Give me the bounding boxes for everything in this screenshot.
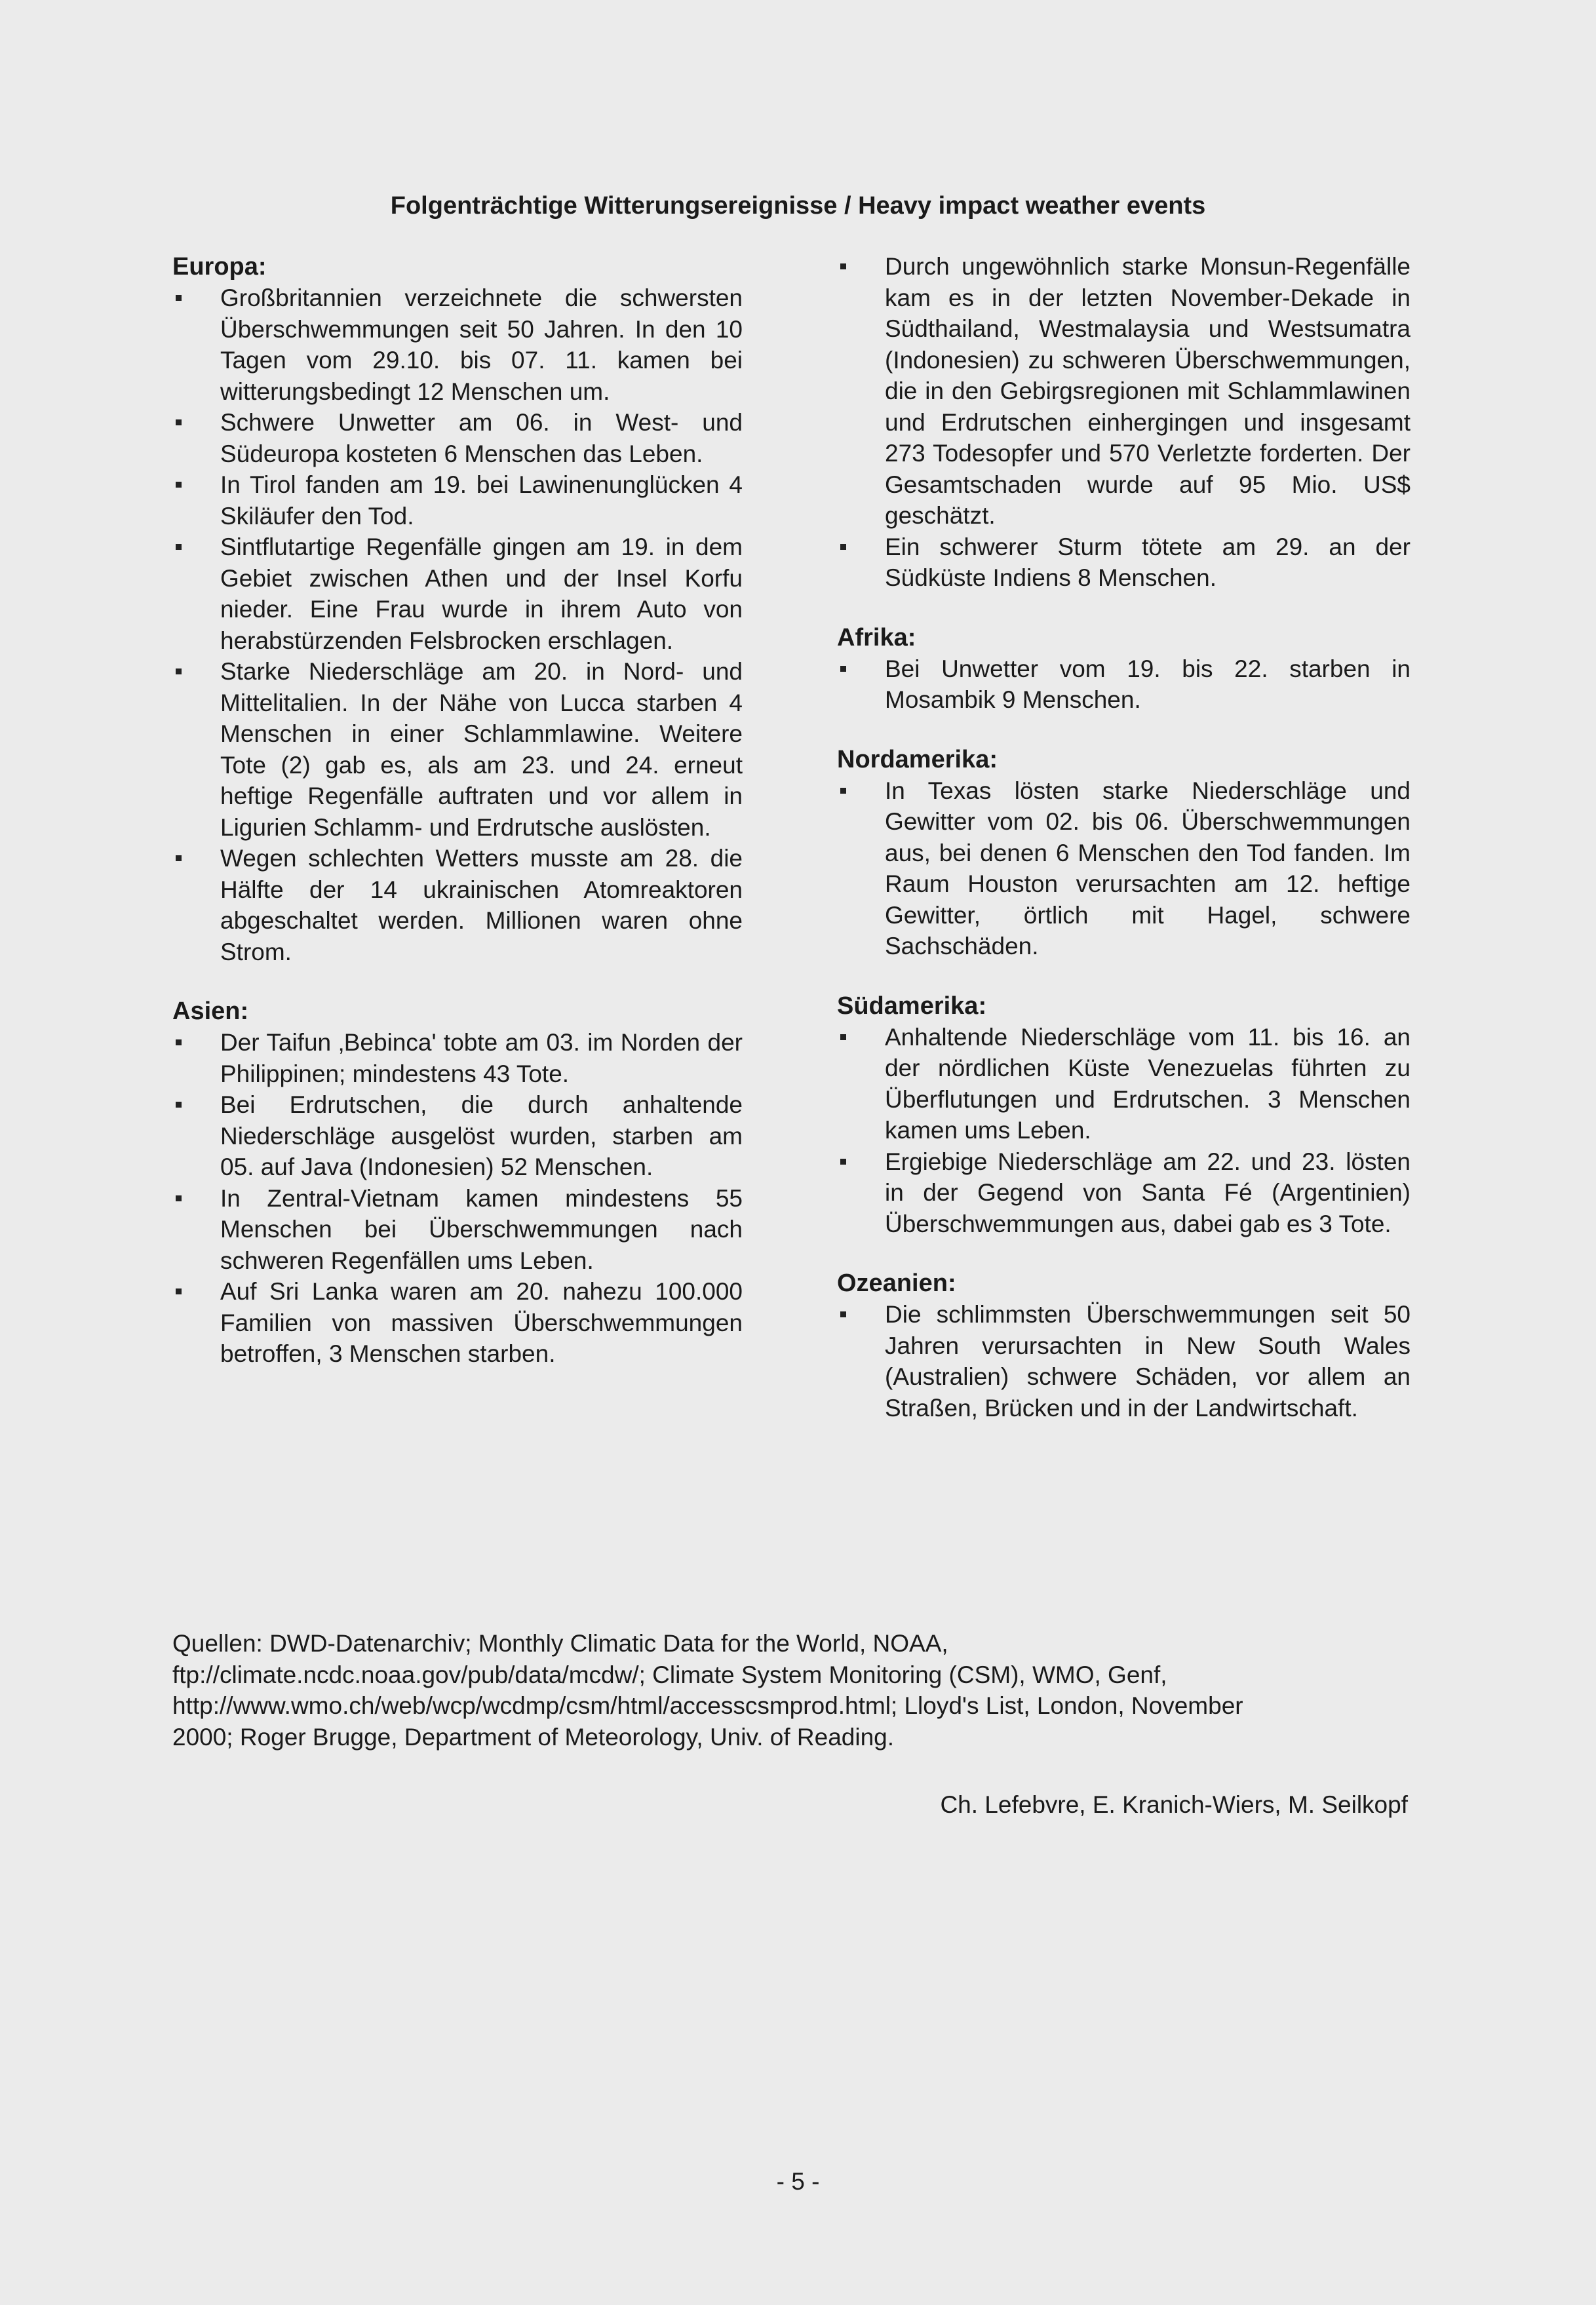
event-text: Wegen schlechten Wetters musste am 28. die Hälfte der 14 ukrainischen Atomreaktoren abgeschaltet werden. Millionen waren ohne Strom. <box>220 845 743 965</box>
event-text: Großbritannien verzeichnete die schwersten Überschwemmungen seit 50 Jahren. In den 10 Tagen vom 29.10. bis 07. 11. kamen bei witterungsbedingt 12 Menschen um. <box>220 284 743 405</box>
event-text: Starke Niederschläge am 20. in Nord- und Mittelitalien. In der Nähe von Lucca starben 4 Menschen in einer Schlammlawine. Weitere Tote (2) gab es, als am 23. und 24. erneut heftige Regenfälle auftraten und vor allem in Ligurien Schlamm- und Erdrutsche auslösten. <box>220 658 743 841</box>
bullet-icon <box>176 1288 182 1294</box>
bullet-icon <box>176 1102 182 1108</box>
event-item <box>172 656 743 843</box>
event-text: Bei Erdrutschen, die durch anhaltende Niederschläge ausgelöst wurden, starben am 05. auf Java (Indonesien) 52 Menschen. <box>220 1091 743 1180</box>
page-title: Folgenträchtige Witterungsereignisse / Heavy impact weather events <box>390 192 1206 220</box>
event-list <box>837 775 1411 962</box>
region-heading: Europa: <box>172 253 267 281</box>
event-item <box>837 775 1411 962</box>
region-section <box>837 744 1411 962</box>
authors: Ch. Lefebvre, E. Kranich-Wiers, M. Seilkopf <box>940 1791 1408 1818</box>
event-item <box>172 1276 743 1370</box>
event-item <box>172 843 743 967</box>
event-text: Auf Sri Lanka waren am 20. nahezu 100.000 Familien von massiven Überschwemmungen betroffen, 3 Menschen starben. <box>220 1278 743 1367</box>
bullet-icon <box>840 666 846 672</box>
event-text: Die schlimmsten Überschwemmungen seit 50 Jahren verursachten in New South Wales (Australien) schwere Schäden, vor allem an Straßen, Brücken und in der Landwirtschaft. <box>885 1301 1411 1422</box>
region-heading: Südamerika: <box>837 992 987 1020</box>
region-section <box>172 996 743 1370</box>
page-number: - 5 - <box>776 2168 820 2195</box>
event-list <box>837 251 1411 594</box>
event-item <box>172 282 743 407</box>
event-item <box>837 1022 1411 1146</box>
sources-line: Quellen: DWD-Datenarchiv; Monthly Climatic Data for the World, NOAA, <box>172 1630 948 1657</box>
event-item <box>172 407 743 469</box>
bullet-icon <box>176 544 182 550</box>
sources-line: ftp://climate.ncdc.noaa.gov/pub/data/mcdw/; Climate System Monitoring (CSM), WMO, Genf, <box>172 1661 1167 1688</box>
event-item <box>837 532 1411 594</box>
bullet-icon <box>840 788 846 794</box>
region-section <box>837 622 1411 716</box>
event-item <box>172 1089 743 1183</box>
event-item <box>172 469 743 532</box>
event-list <box>837 653 1411 716</box>
event-text: In Texas lösten starke Niederschläge und Gewitter vom 02. bis 06. Überschwemmungen aus, bei denen 6 Menschen den Tod fanden. Im Raum Houston verursachten am 12. heftige Gewitter, örtlich mit Hagel, schwere Sachschäden. <box>885 777 1411 959</box>
event-text: Anhaltende Niederschläge vom 11. bis 16. an der nördlichen Küste Venezuelas führten zu Überflutungen und Erdrutschen. 3 Menschen kamen ums Leben. <box>885 1023 1411 1144</box>
event-text: Bei Unwetter vom 19. bis 22. starben in Mosambik 9 Menschen. <box>885 655 1411 713</box>
event-text: In Zentral-Vietnam kamen mindestens 55 Menschen bei Überschwemmungen nach schweren Regenfällen ums Leben. <box>220 1184 743 1274</box>
region-section <box>837 990 1411 1240</box>
event-list <box>837 1022 1411 1240</box>
event-text: Sintflutartige Regenfälle gingen am 19. in dem Gebiet zwischen Athen und der Insel Korfu nieder. Eine Frau wurde in ihrem Auto von herabstürzenden Felsbrocken erschlagen. <box>220 533 743 654</box>
event-item <box>172 1027 743 1089</box>
event-item <box>837 653 1411 716</box>
region-heading: Afrika: <box>837 623 916 651</box>
bullet-icon <box>840 1159 846 1165</box>
region-section <box>837 251 1411 594</box>
event-list <box>172 282 743 967</box>
event-item <box>837 251 1411 532</box>
event-item <box>172 532 743 656</box>
event-text: Ein schwerer Sturm tötete am 29. an der Südküste Indiens 8 Menschen. <box>885 533 1411 591</box>
sources-block <box>172 1628 1411 1753</box>
left-column <box>172 251 743 1398</box>
region-heading: Asien: <box>172 998 249 1025</box>
sources-line: http://www.wmo.ch/web/wcp/wcdmp/csm/html/accesscsmprod.html; Lloyd's List, London, November <box>172 1692 1243 1719</box>
event-text: Durch ungewöhnlich starke Monsun-Regenfälle kam es in der letzten November-Dekade in Südthailand, Westmalaysia und Westsumatra (Indonesien) zu schweren Überschwemmungen, die in den Gebirgsregionen mit Schlammlawinen und Erdrutschen einhergingen und insgesamt 273 Todesopfer und 570 Verletzte forderten. Der Gesamtschaden wurde auf 95 Mio. US$ geschätzt. <box>885 253 1411 529</box>
event-text: Ergiebige Niederschläge am 22. und 23. lösten in der Gegend von Santa Fé (Argentinien) Überschwemmungen aus, dabei gab es 3 Tote. <box>885 1148 1411 1237</box>
bullet-icon <box>840 544 846 550</box>
region-heading: Nordamerika: <box>837 745 998 773</box>
event-item <box>837 1299 1411 1424</box>
event-text: In Tirol fanden am 19. bei Lawinenunglücken 4 Skiläufer den Tod. <box>220 471 743 530</box>
bullet-icon <box>176 855 182 861</box>
bullet-icon <box>840 1034 846 1040</box>
event-item <box>172 1183 743 1277</box>
region-heading: Ozeanien: <box>837 1269 956 1297</box>
region-section <box>172 251 743 967</box>
event-text: Schwere Unwetter am 06. in West- und Südeuropa kosteten 6 Menschen das Leben. <box>220 409 743 467</box>
event-item <box>837 1146 1411 1240</box>
bullet-icon <box>840 263 846 269</box>
bullet-icon <box>840 1311 846 1317</box>
bullet-icon <box>176 482 182 488</box>
bullet-icon <box>176 1195 182 1201</box>
bullet-icon <box>176 1039 182 1045</box>
event-list <box>172 1027 743 1370</box>
bullet-icon <box>176 668 182 674</box>
event-text: Der Taifun ‚Bebinca' tobte am 03. im Norden der Philippinen; mindestens 43 Tote. <box>220 1029 743 1087</box>
right-column <box>837 251 1411 1452</box>
bullet-icon <box>176 419 182 425</box>
sources-line: 2000; Roger Brugge, Department of Meteorology, Univ. of Reading. <box>172 1723 895 1751</box>
region-section <box>837 1268 1411 1424</box>
event-list <box>837 1299 1411 1424</box>
bullet-icon <box>176 295 182 301</box>
